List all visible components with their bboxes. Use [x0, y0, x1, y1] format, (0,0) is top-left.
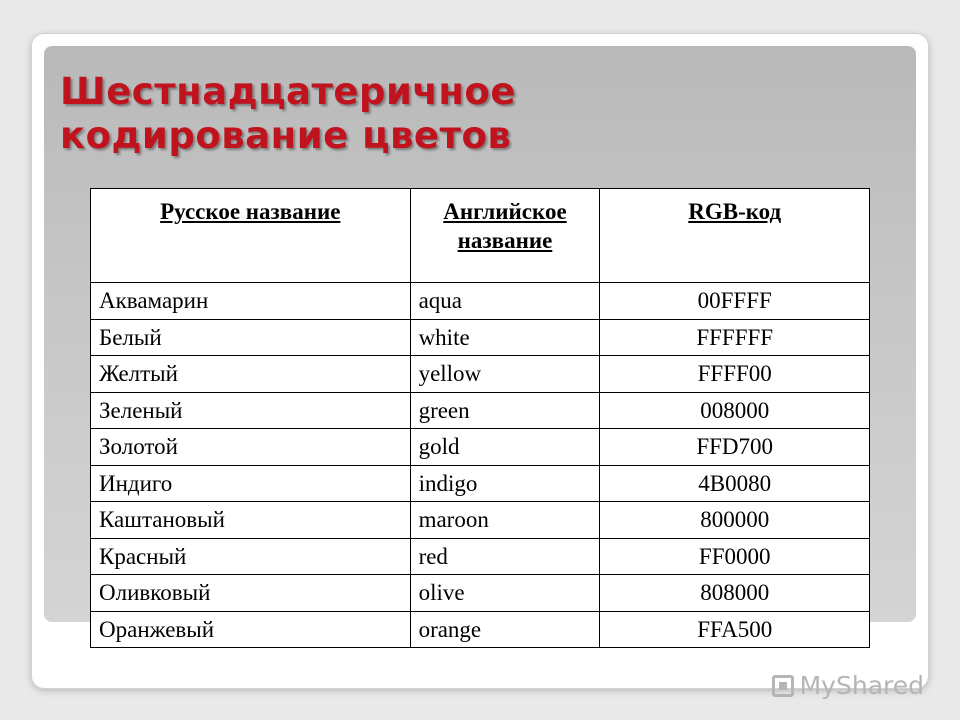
- cell-rgb-code: 808000: [600, 575, 870, 612]
- cell-english-name: maroon: [410, 502, 600, 539]
- title-line-1: Шестнадцатеричное: [60, 70, 516, 113]
- table-row: [91, 319, 870, 356]
- header-rgb-code: RGB-код: [600, 189, 870, 283]
- cell-rgb-code: 008000: [600, 392, 870, 429]
- table-row: [91, 356, 870, 393]
- cell-russian-name: Каштановый: [91, 502, 411, 539]
- cell-english-name: orange: [410, 611, 600, 648]
- cell-english-name: gold: [410, 429, 600, 466]
- table-row: [91, 392, 870, 429]
- cell-english-name: yellow: [410, 356, 600, 393]
- cell-russian-name: Аквамарин: [91, 283, 411, 320]
- color-table: [90, 188, 870, 648]
- cell-rgb-code: 800000: [600, 502, 870, 539]
- cell-rgb-code: 4B0080: [600, 465, 870, 502]
- watermark-text: MyShared: [799, 671, 924, 700]
- table-row: [91, 611, 870, 648]
- table-row: [91, 429, 870, 466]
- cell-russian-name: Золотой: [91, 429, 411, 466]
- table-row: [91, 575, 870, 612]
- slide-title: [60, 70, 860, 158]
- title-line-2: кодирование цветов: [60, 114, 512, 157]
- myshared-logo-icon: [772, 675, 794, 697]
- cell-russian-name: Оранжевый: [91, 611, 411, 648]
- cell-russian-name: Желтый: [91, 356, 411, 393]
- cell-english-name: olive: [410, 575, 600, 612]
- cell-english-name: indigo: [410, 465, 600, 502]
- cell-english-name: white: [410, 319, 600, 356]
- cell-rgb-code: FFA500: [600, 611, 870, 648]
- cell-rgb-code: FFD700: [600, 429, 870, 466]
- header-row: [91, 189, 870, 283]
- header-english-name: Английское название: [410, 189, 600, 283]
- cell-english-name: aqua: [410, 283, 600, 320]
- cell-russian-name: Белый: [91, 319, 411, 356]
- cell-rgb-code: FFFF00: [600, 356, 870, 393]
- cell-russian-name: Красный: [91, 538, 411, 575]
- table-row: [91, 283, 870, 320]
- cell-english-name: green: [410, 392, 600, 429]
- cell-russian-name: Оливковый: [91, 575, 411, 612]
- cell-rgb-code: 00FFFF: [600, 283, 870, 320]
- watermark: [772, 671, 924, 700]
- cell-rgb-code: FFFFFF: [600, 319, 870, 356]
- cell-english-name: red: [410, 538, 600, 575]
- cell-russian-name: Зеленый: [91, 392, 411, 429]
- cell-russian-name: Индиго: [91, 465, 411, 502]
- table-row: [91, 465, 870, 502]
- table-row: [91, 502, 870, 539]
- table-row: [91, 538, 870, 575]
- header-russian-name: Русское название: [91, 189, 411, 283]
- cell-rgb-code: FF0000: [600, 538, 870, 575]
